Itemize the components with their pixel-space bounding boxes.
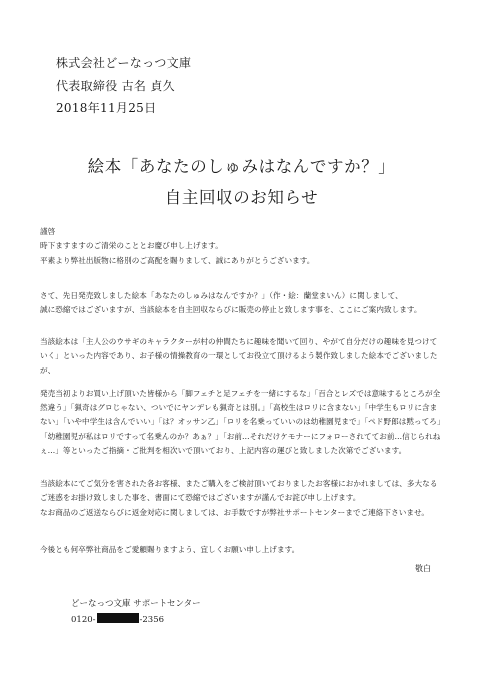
paragraph-refund: なお商品のご返送ならびに返金対応に関しましては、お手数ですが弊社サポートセンターまでご連絡下さいませ。 xyxy=(40,507,430,517)
paragraph-thanks: 平素より弊社出版物に格別のご高配を賜りまして、誠にありがとうございます。 xyxy=(40,255,315,265)
document-subtitle: 自主回収のお知らせ xyxy=(164,188,319,207)
salutation: 謹啓 xyxy=(40,227,56,236)
paragraph-greeting: 時下ますますのご清栄のこととお慶び申し上げます。 xyxy=(40,241,223,251)
letter-body-intro xyxy=(40,225,444,268)
phone-prefix: 0120- xyxy=(71,615,96,625)
letter-body-notice xyxy=(40,289,444,318)
phone-suffix: -2356 xyxy=(139,615,165,625)
company-name: 株式会社どーなっつ文庫 xyxy=(56,56,192,70)
closing-word: 敬白 xyxy=(415,564,431,573)
support-name: どーなっつ文庫 サポートセンター xyxy=(71,599,201,609)
letter-body-reason xyxy=(40,335,444,458)
paragraph-subject: さて、先日発売致しました絵本「あなたのしゅみはなんですか？」（作・絵：蘭堂まいん）に関しまして、 xyxy=(40,291,403,300)
paragraph-apology: 当該絵本にてご気分を害された各お客様、またご購入をご検討頂いておりましたお客様におかれましては、多大なるご迷惑をお掛け致しました事を、書面にて恐縮ではございますが謹んでお詫び申し上げます。 xyxy=(40,479,438,503)
letter-body-closing xyxy=(40,543,444,557)
redaction-bar xyxy=(97,613,139,623)
letter-body-apology xyxy=(40,477,444,520)
letter-header xyxy=(56,52,191,120)
support-center xyxy=(71,596,201,628)
letter-date: 2018年11月25日 xyxy=(56,101,157,115)
support-phone xyxy=(71,612,201,628)
document-title: 絵本「あなたのしゅみはなんですか？」 xyxy=(87,157,396,176)
paragraph-recall: 誠に恐縮ではございますが、当該絵本を自主回収ならびに販売の停止と致します事を、ここにご案内致します。 xyxy=(40,305,422,315)
paragraph-complaints: 発売当初よりお買い上げ頂いた皆様から「脚フェチと足フェチを一緒にするな」「百合とレズでは意味するところが全然違う」「猟奇はグロじゃない、ついでにヤンデレも猟奇とは別。」「高校生はロリに含まない」「中学生もロリに含まない」「いや中学生は含んでいい」「は？オッサン乙」「ロリを名乗っていいのは幼稚園児まで」「ペド野郎は黙ってろ」「幼稚園児が私はロリですって名乗んのか？あぁ？」「お前…それだけケモナーにフォローされててお前…信じられねぇ…」等といったご指摘・ご批判を相次いで頂いており、上記内容の運びと致しました次第でございます。 xyxy=(40,388,441,456)
paragraph-closing: 今後とも何卒弊社商品をご愛顧賜りますよう、宜しくお願い申し上げます。 xyxy=(40,545,300,554)
representative-name: 代表取締役 古名 貞久 xyxy=(56,78,175,93)
paragraph-content: 当該絵本は「主人公のウサギのキャラクターが村の仲間たちに趣味を聞いて回り、やがて自分だけの趣味を見つけていく」といった内容であり、お子様の情操教育の一環としてお役立て頂けるよう製作致しました絵本でございましたが、 xyxy=(40,337,438,375)
